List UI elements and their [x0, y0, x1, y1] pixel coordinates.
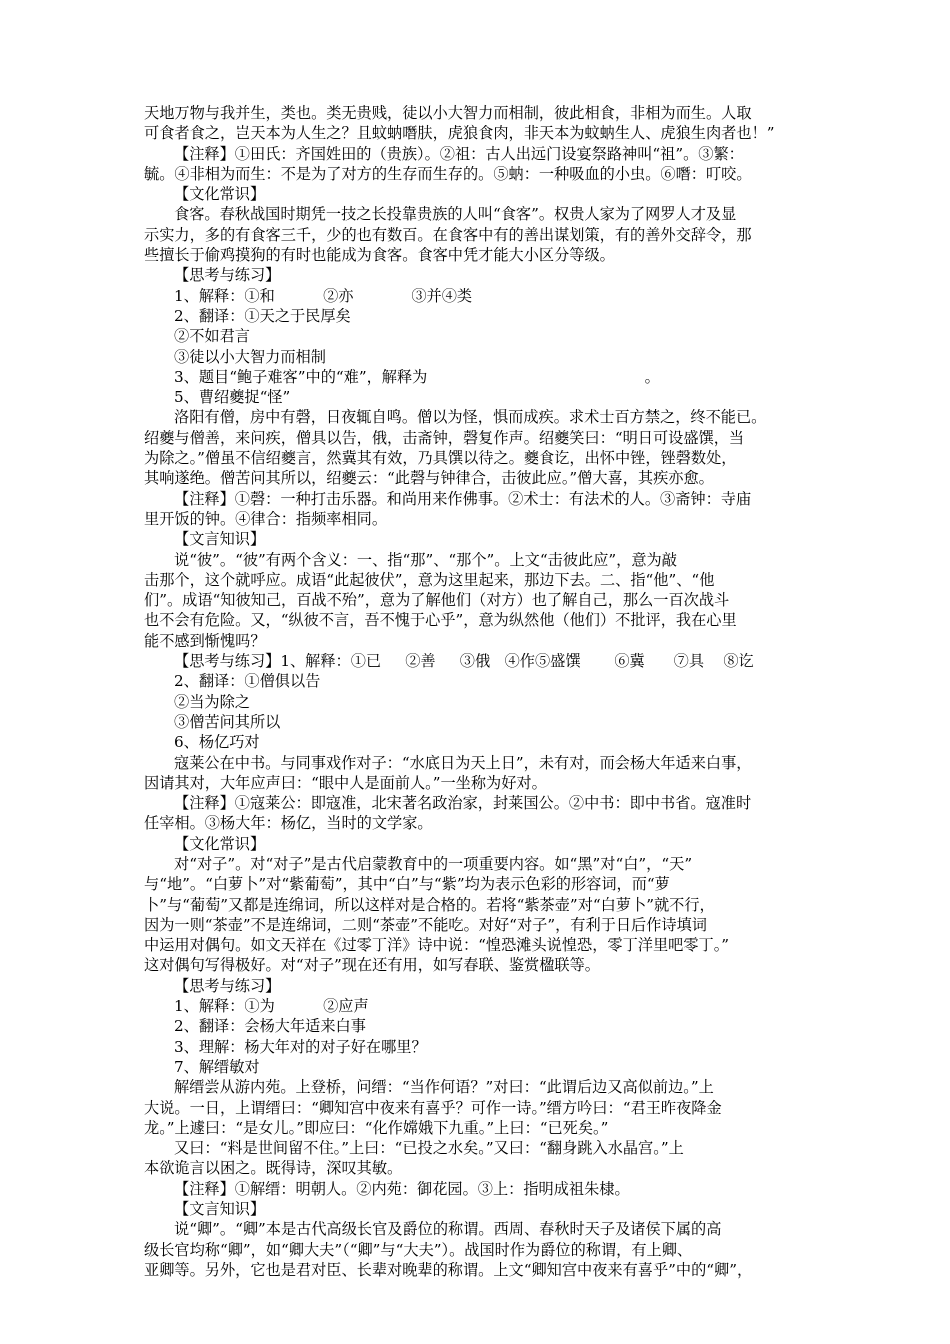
text-line: ③徒以小大智力而相制 — [174, 347, 326, 366]
text-line: 【思考与练习】 — [174, 266, 281, 285]
text-line: 对“对子”。对“对子”是古代启蒙教育中的一项重要内容。如“黑”对“白”，“天” — [174, 854, 693, 873]
text-line: 食客。春秋战国时期凭一技之长投靠贵族的人叫“食客”。权贵人家为了网罗人才及显 — [174, 205, 737, 224]
text-line: 【文化常识】 — [174, 834, 266, 853]
text-line: 7、解缙敏对 — [174, 1057, 260, 1076]
text-line: 些擅长于偷鸡摸狗的有时也能成为食客。食客中凭才能大小区分等级。 — [144, 246, 615, 265]
text-line: 击那个，这个就呼应。成语“此起彼伏”，意为这里起来，那边下去。二、指“他”、“他 — [144, 570, 715, 589]
text-line: ②当为除之 — [174, 692, 250, 711]
text-line: 这对偶句写得极好。对“对子”现在还有用，如写春联、鉴赏楹联等。 — [144, 956, 600, 975]
text-line: 龙。”上遽曰：“是女儿。”即应曰：“化作嫦娥下九重。”上曰：“已死矣。” — [144, 1118, 609, 1137]
text-line: 5、曹绍夔捉“怪” — [174, 388, 291, 407]
text-line: 【文言知识】 — [174, 1200, 266, 1219]
document-body — [144, 103, 808, 1280]
text-line: 2、翻译：①天之于民厚矣 — [174, 306, 351, 325]
text-line: 卜”与“葡萄”又都是连绵词，所以这样对是合格的。若将“紫茶壶”对“白萝卜”就不行， — [144, 895, 715, 914]
text-line: 里开饭的钟。④律合：指频率相同。 — [144, 509, 387, 528]
text-line: 绍夔与僧善，来问疾，僧具以告，俄，击斋钟，磬复作声。绍夔笑曰：“明日可设盛馔，当 — [144, 428, 745, 447]
text-line: 本欲诡言以困之。既得诗，深叹其敏。 — [144, 1159, 403, 1178]
text-line: 2、翻译：①僧俱以告 — [174, 672, 321, 691]
text-line: 3、题目“鲍子难客”中的“难”，解释为 。 — [174, 367, 660, 386]
text-line: 中运用对偶句。如文天祥在《过零丁洋》诗中说：“惶恐滩头说惶恐，零丁洋里吧零丁。” — [144, 936, 730, 955]
text-line: 又曰：“料是世间留不住。”上曰：“已投之水矣。”又曰：“翻身跳入水晶宫。”上 — [174, 1139, 684, 1158]
text-line: 【文言知识】 — [174, 530, 266, 549]
text-line: 【思考与练习】1、解释：①已 ②善 ③俄 ④作⑤盛馔 ⑥冀 ⑦具 ⑧讫 — [174, 652, 754, 671]
text-line: 大说。一日，上谓缙曰：“卿知宫中夜来有喜乎？可作一诗。”缙方吟曰：“君王昨夜降金 — [144, 1098, 722, 1117]
text-line: 们”。成语“知彼知己，百战不殆”，意为了解他们（对方）也了解自己，那么一百次战斗 — [144, 591, 730, 610]
text-line: 毓。④非相为而生：不是为了对方的生存而生存的。⑤蚋：一种吸血的小虫。⑥噆：叮咬。 — [144, 164, 752, 183]
text-line: 寇莱公在中书。与同事戏作对子：“水底日为天上日”，未有对，而会杨大年适来白事， — [174, 753, 752, 772]
text-line: ③僧苦问其所以 — [174, 712, 281, 731]
text-line: 1、解释：①和 ②亦 ③并④类 — [174, 286, 473, 305]
text-line: 【注释】①磬：一种打击乐器。和尚用来作佛事。②术士：有法术的人。③斋钟：寺庙 — [174, 489, 752, 508]
text-line: 级长官均称“卿”，如“卿大夫”（“卿”与“大夫”）。战国时作为爵位的称谓，有上卿、 — [144, 1240, 693, 1259]
text-line: 说“彼”。“彼”有两个含义：一、指“那”、“那个”。上文“击彼此应”，意为敲 — [174, 550, 677, 569]
text-line: 为除之。”僧虽不信绍夔言，然冀其有效，乃具馔以待之。夔食讫，出怀中锉，锉磬数处， — [144, 449, 737, 468]
text-line: 天地万物与我并生，类也。类无贵贱，徒以小大智力而相制，彼此相食，非相为而生。人取 — [144, 104, 752, 122]
text-line: 也不会有危险。又，“纵彼不言，吾不愧于心乎”，意为纵然他（他们）不批评，我在心里 — [144, 611, 737, 630]
text-line: 【注释】①解缙：明朝人。②内苑：御花园。③上：指明成祖朱棣。 — [174, 1179, 630, 1198]
text-line: 示实力，多的有食客三千，少的也有数百。在食客中有的善出谋划策，有的善外交辞令，那 — [144, 225, 752, 244]
text-line: 可食者食之，岂天本为人生之？且蚊蚋噆肤，虎狼食肉，非天本为蚊蚋生人、虎狼生肉者也！” — [144, 124, 775, 143]
text-line: 【注释】①田氏：齐国姓田的（贵族）。②祖：古人出远门设宴祭路神叫“祖”。③繁： — [174, 144, 744, 163]
text-line: 因为一则“茶壶”不是连绵词，二则“茶壶”不能吃。对好“对子”，有利于日后作诗填词 — [144, 915, 707, 934]
text-line: 【思考与练习】 — [174, 976, 281, 995]
text-line: 与“地”。“白萝卜”对“紫葡萄”，其中“白”与“紫”均为表示色彩的形容词，而“萝 — [144, 875, 670, 894]
text-line: 其响遂绝。僧苦问其所以，绍夔云：“此磬与钟律合，击彼此应。”僧大喜，其疾亦愈。 — [144, 469, 714, 488]
text-line: 任宰相。③杨大年：杨亿，当时的文学家。 — [144, 814, 433, 833]
text-line: 3、理解：杨大年对的对子好在哪里？ — [174, 1037, 427, 1056]
text-line: 解缙尝从游内苑。上登桥，问缙：“当作何语？”对曰：“此谓后边又高似前边。”上 — [174, 1078, 714, 1097]
text-line: 【文化常识】 — [174, 185, 266, 204]
text-line: 1、解释：①为 ②应声 — [174, 997, 369, 1016]
text-line: 2、翻译：会杨大年适来白事 — [174, 1017, 366, 1036]
text-line: 说“卿”。“卿”本是古代高级长官及爵位的称谓。西周、春秋时天子及诸侯下属的高 — [174, 1220, 722, 1239]
text-line: 洛阳有僧，房中有磬，日夜辄自鸣。僧以为怪，惧而成疾。求术士百方禁之，终不能已。 — [174, 408, 767, 427]
text-line: 【注释】①寇莱公：即寇准，北宋著名政治家，封莱国公。②中书：即中书省。寇准时 — [174, 794, 752, 813]
text-line: 6、杨亿巧对 — [174, 733, 260, 752]
text-line: ②不如君言 — [174, 327, 250, 346]
text-line: 因请其对，大年应声曰：“眼中人是面前人。”一坐称为好对。 — [144, 773, 547, 792]
text-line: 能不感到惭愧吗？ — [144, 631, 266, 650]
text-line: 亚卿等。另外，它也是君对臣、长辈对晚辈的称谓。上文“卿知宫中夜来有喜乎”中的“卿”， — [144, 1260, 753, 1279]
